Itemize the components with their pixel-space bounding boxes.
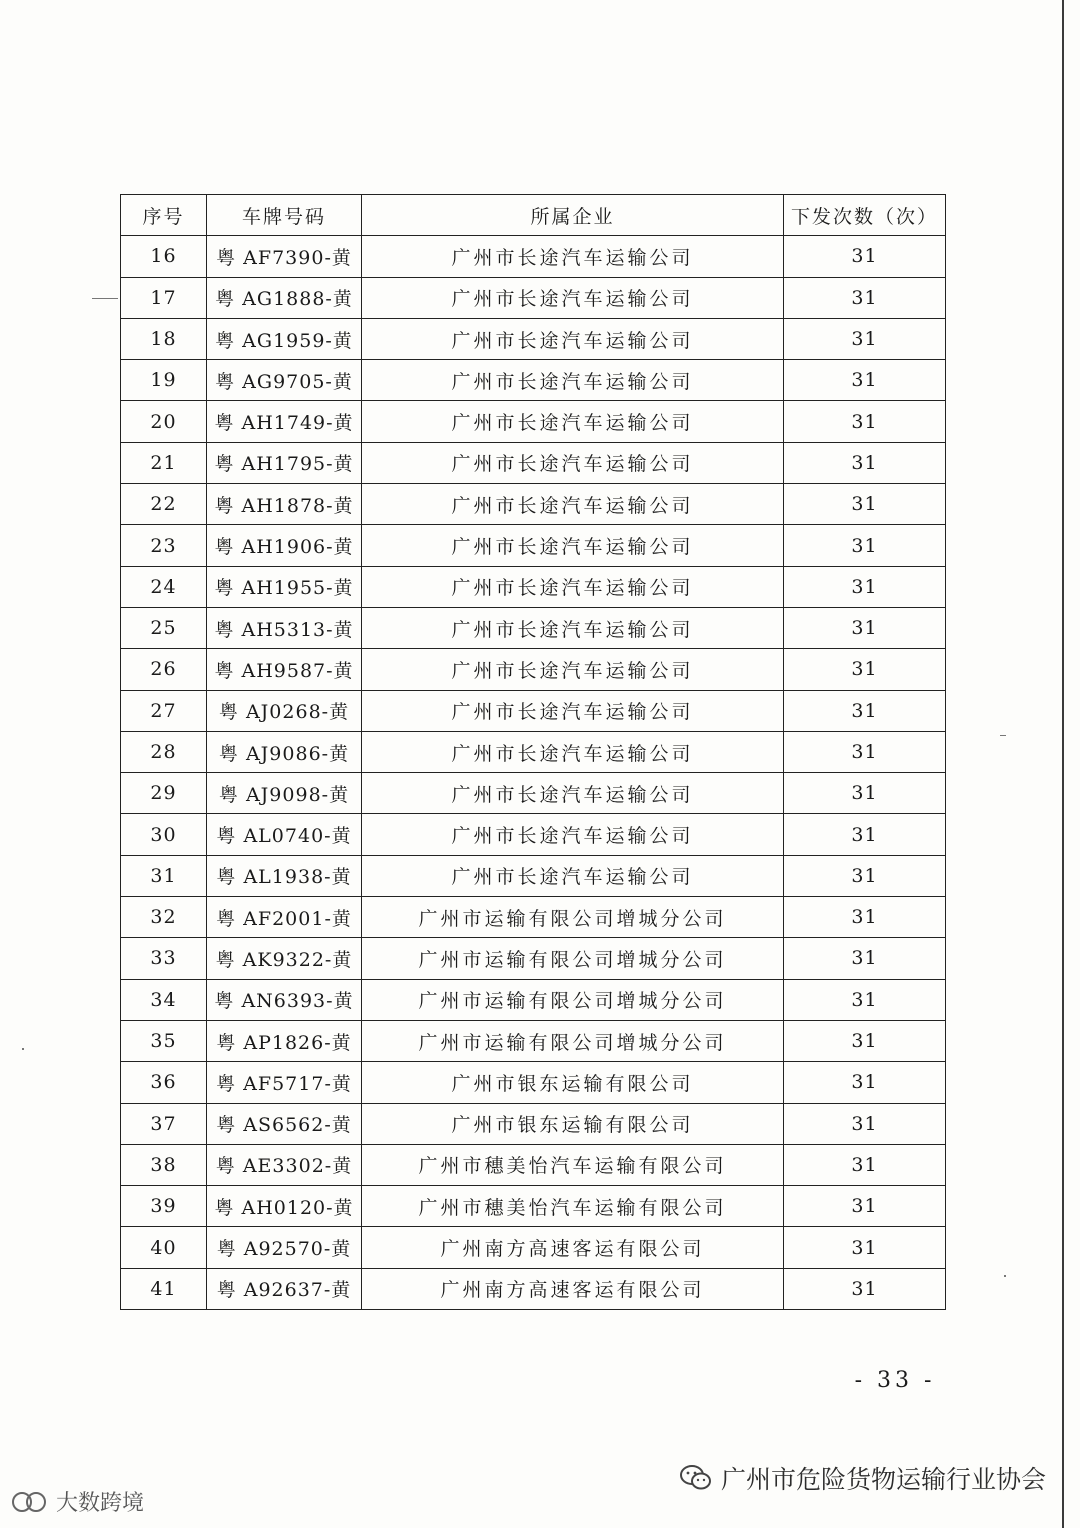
cell-count: 31 <box>784 318 946 359</box>
cell-no: 41 <box>121 1268 207 1309</box>
table-row <box>121 855 946 896</box>
cell-no: 38 <box>121 1144 207 1185</box>
cell-no: 27 <box>121 690 207 731</box>
cell-company: 广州市长途汽车运输公司 <box>362 236 784 277</box>
table-header-row <box>121 195 946 236</box>
table-row <box>121 442 946 483</box>
cell-company: 广州市运输有限公司增城分公司 <box>362 897 784 938</box>
cell-plate: 粤 AP1826-黄 <box>207 1020 362 1061</box>
cell-company: 广州市长途汽车运输公司 <box>362 855 784 896</box>
cell-company: 广州市运输有限公司增城分公司 <box>362 1020 784 1061</box>
table-row <box>121 649 946 690</box>
table-row <box>121 1020 946 1061</box>
cell-plate: 粤 AG1959-黄 <box>207 318 362 359</box>
cell-no: 32 <box>121 897 207 938</box>
wechat-icon <box>679 1464 713 1492</box>
cell-no: 24 <box>121 566 207 607</box>
cell-plate: 粤 AH5313-黄 <box>207 607 362 648</box>
cell-company: 广州市长途汽车运输公司 <box>362 690 784 731</box>
cell-company: 广州市长途汽车运输公司 <box>362 484 784 525</box>
cell-no: 39 <box>121 1186 207 1227</box>
header-plate: 车牌号码 <box>207 195 362 236</box>
cell-no: 17 <box>121 277 207 318</box>
cell-no: 30 <box>121 814 207 855</box>
cell-count: 31 <box>784 855 946 896</box>
cell-plate: 粤 AH9587-黄 <box>207 649 362 690</box>
table-row <box>121 1227 946 1268</box>
cell-plate: 粤 AH1749-黄 <box>207 401 362 442</box>
cell-count: 31 <box>784 1103 946 1144</box>
cell-company: 广州市穗美怡汽车运输有限公司 <box>362 1186 784 1227</box>
watermark-right-text: 广州市危险货物运输行业协会 <box>720 1465 1046 1494</box>
cell-count: 31 <box>784 401 946 442</box>
cell-company: 广州市长途汽车运输公司 <box>362 649 784 690</box>
cell-plate: 粤 AH0120-黄 <box>207 1186 362 1227</box>
cell-count: 31 <box>784 277 946 318</box>
cell-no: 20 <box>121 401 207 442</box>
cell-plate: 粤 AH1955-黄 <box>207 566 362 607</box>
cell-count: 31 <box>784 1062 946 1103</box>
cell-count: 31 <box>784 690 946 731</box>
table-row <box>121 360 946 401</box>
cell-company: 广州市运输有限公司增城分公司 <box>362 979 784 1020</box>
cell-count: 31 <box>784 649 946 690</box>
watermark-left <box>10 1486 144 1517</box>
cell-count: 31 <box>784 1227 946 1268</box>
cell-count: 31 <box>784 1186 946 1227</box>
table-row <box>121 607 946 648</box>
vehicle-table <box>120 194 946 1310</box>
cell-count: 31 <box>784 897 946 938</box>
cell-company: 广州市长途汽车运输公司 <box>362 401 784 442</box>
cell-count: 31 <box>784 442 946 483</box>
cell-count: 31 <box>784 525 946 566</box>
cell-company: 广州市长途汽车运输公司 <box>362 360 784 401</box>
cell-no: 22 <box>121 484 207 525</box>
table-row <box>121 1268 946 1309</box>
cell-no: 16 <box>121 236 207 277</box>
cell-plate: 粤 AF7390-黄 <box>207 236 362 277</box>
cell-count: 31 <box>784 773 946 814</box>
cell-count: 31 <box>784 607 946 648</box>
cell-company: 广州市长途汽车运输公司 <box>362 566 784 607</box>
cell-count: 31 <box>784 1144 946 1185</box>
cell-no: 36 <box>121 1062 207 1103</box>
cell-company: 广州市长途汽车运输公司 <box>362 773 784 814</box>
cell-company: 广州市运输有限公司增城分公司 <box>362 938 784 979</box>
cell-count: 31 <box>784 814 946 855</box>
cell-company: 广州市长途汽车运输公司 <box>362 442 784 483</box>
table-row <box>121 525 946 566</box>
scan-speck <box>92 298 118 299</box>
table-row <box>121 277 946 318</box>
scan-speck <box>22 1048 24 1050</box>
scan-speck <box>1000 735 1006 736</box>
table-row <box>121 236 946 277</box>
table-row <box>121 979 946 1020</box>
cell-company: 广州市长途汽车运输公司 <box>362 731 784 772</box>
cell-no: 19 <box>121 360 207 401</box>
cell-plate: 粤 AE3302-黄 <box>207 1144 362 1185</box>
cell-plate: 粤 A92637-黄 <box>207 1268 362 1309</box>
cell-plate: 粤 AJ9098-黄 <box>207 773 362 814</box>
cell-plate: 粤 AJ0268-黄 <box>207 690 362 731</box>
table-row <box>121 484 946 525</box>
cell-no: 31 <box>121 855 207 896</box>
table-row <box>121 814 946 855</box>
table-row <box>121 1186 946 1227</box>
cell-plate: 粤 AL1938-黄 <box>207 855 362 896</box>
brand-logo-icon <box>10 1490 50 1514</box>
cell-no: 33 <box>121 938 207 979</box>
cell-company: 广州市长途汽车运输公司 <box>362 318 784 359</box>
table-row <box>121 401 946 442</box>
cell-plate: 粤 AF2001-黄 <box>207 897 362 938</box>
cell-plate: 粤 AJ9086-黄 <box>207 731 362 772</box>
header-company: 所属企业 <box>362 195 784 236</box>
cell-company: 广州市长途汽车运输公司 <box>362 814 784 855</box>
cell-company: 广州市长途汽车运输公司 <box>362 607 784 648</box>
cell-plate: 粤 AF5717-黄 <box>207 1062 362 1103</box>
table-row <box>121 897 946 938</box>
cell-plate: 粤 AH1795-黄 <box>207 442 362 483</box>
cell-plate: 粤 AG1888-黄 <box>207 277 362 318</box>
cell-company: 广州市银东运输有限公司 <box>362 1103 784 1144</box>
cell-company: 广州南方高速客运有限公司 <box>362 1268 784 1309</box>
cell-company: 广州市长途汽车运输公司 <box>362 277 784 318</box>
watermark-right <box>679 1460 1046 1496</box>
cell-count: 31 <box>784 360 946 401</box>
cell-company: 广州市长途汽车运输公司 <box>362 525 784 566</box>
header-no: 序号 <box>121 195 207 236</box>
header-count: 下发次数（次） <box>784 195 946 236</box>
cell-plate: 粤 A92570-黄 <box>207 1227 362 1268</box>
cell-no: 28 <box>121 731 207 772</box>
cell-count: 31 <box>784 566 946 607</box>
cell-count: 31 <box>784 236 946 277</box>
cell-no: 21 <box>121 442 207 483</box>
cell-no: 29 <box>121 773 207 814</box>
cell-plate: 粤 AH1906-黄 <box>207 525 362 566</box>
cell-plate: 粤 AG9705-黄 <box>207 360 362 401</box>
cell-no: 18 <box>121 318 207 359</box>
cell-count: 31 <box>784 1020 946 1061</box>
table-row <box>121 1062 946 1103</box>
cell-count: 31 <box>784 1268 946 1309</box>
scan-edge-line <box>1062 0 1064 1528</box>
table-row <box>121 318 946 359</box>
cell-count: 31 <box>784 731 946 772</box>
cell-company: 广州市银东运输有限公司 <box>362 1062 784 1103</box>
table-row <box>121 1103 946 1144</box>
scan-speck <box>1004 1275 1006 1277</box>
cell-no: 35 <box>121 1020 207 1061</box>
table-row <box>121 773 946 814</box>
cell-no: 26 <box>121 649 207 690</box>
table-row <box>121 1144 946 1185</box>
cell-no: 37 <box>121 1103 207 1144</box>
watermark-left-text: 大数跨境 <box>56 1491 145 1516</box>
cell-plate: 粤 AN6393-黄 <box>207 979 362 1020</box>
page-number: - 33 - <box>854 1368 936 1393</box>
table-row <box>121 938 946 979</box>
cell-count: 31 <box>784 979 946 1020</box>
cell-no: 23 <box>121 525 207 566</box>
table-row <box>121 731 946 772</box>
cell-plate: 粤 AK9322-黄 <box>207 938 362 979</box>
cell-no: 34 <box>121 979 207 1020</box>
cell-plate: 粤 AS6562-黄 <box>207 1103 362 1144</box>
cell-count: 31 <box>784 484 946 525</box>
cell-plate: 粤 AH1878-黄 <box>207 484 362 525</box>
table-row <box>121 566 946 607</box>
cell-no: 25 <box>121 607 207 648</box>
cell-plate: 粤 AL0740-黄 <box>207 814 362 855</box>
cell-count: 31 <box>784 938 946 979</box>
cell-company: 广州市穗美怡汽车运输有限公司 <box>362 1144 784 1185</box>
cell-no: 40 <box>121 1227 207 1268</box>
cell-company: 广州南方高速客运有限公司 <box>362 1227 784 1268</box>
table-row <box>121 690 946 731</box>
